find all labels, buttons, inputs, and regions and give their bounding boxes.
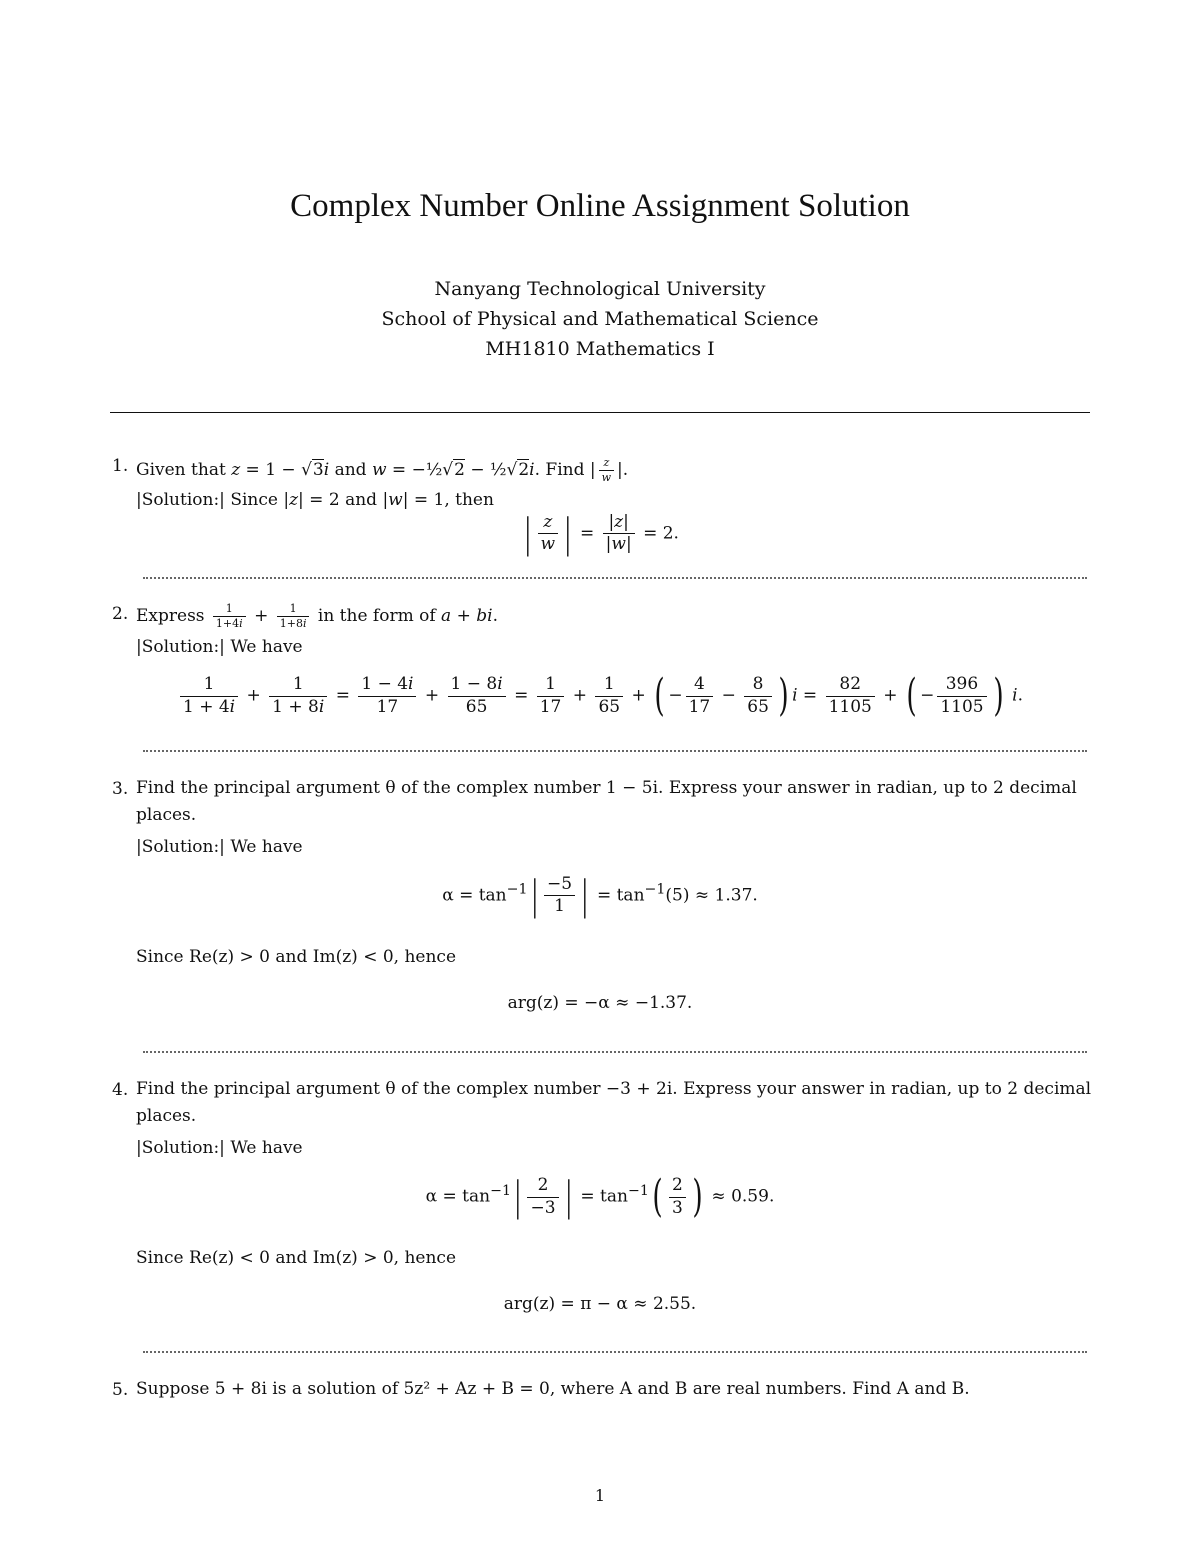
problem-1-math: z = 1 − √3i and w = −½√2 − ½√2i. Find | $\frac{z}{w}$ |.	[231, 456, 629, 484]
separator	[143, 750, 1087, 752]
school-name: School of Physical and Mathematical Science	[381, 308, 819, 330]
problem-2-equation: $\frac{1}{1 + 4i}$ + $\frac{1}{1 + 8i}$ = $\frac{1 - 4i}{17}$ + $\frac{1 - 8i}{65}$ = $\frac{1}{17}$ + $\frac{1}{65}$ + ( − $\frac{4}{17}$ − $\frac{8}{65}$ ) i = $\frac{82}{1105}$ + ( − $\frac{396}{1105}$ ) i.	[0, 674, 1200, 718]
problem-3-statement-line2: places.	[136, 805, 197, 825]
problem-1-number: 1.	[112, 456, 129, 476]
problem-4-number: 4.	[112, 1080, 129, 1100]
problem-3-number: 3.	[112, 779, 129, 799]
problem-1-equation: | $\frac{z}{w}$ | = $\frac{|z|}{|w|}$ = 2.	[524, 510, 679, 557]
problem-3-since: Since Re(z) > 0 and Im(z) < 0, hence	[136, 947, 457, 967]
problem-1-statement	[136, 456, 628, 485]
problem-3-arg-result: arg(z) = −α ≈ −1.37.	[507, 993, 693, 1013]
problem-1-prefix: Given that	[136, 459, 226, 480]
problem-1-since: Since	[230, 490, 278, 510]
solution-label: |Solution:|	[136, 490, 225, 510]
problem-4-since: Since Re(z) < 0 and Im(z) > 0, hence	[136, 1248, 457, 1268]
problem-1-then: , then	[444, 490, 494, 510]
solution-label: |Solution:|	[136, 837, 225, 857]
page-number: 1	[594, 1486, 606, 1505]
solution-label: |Solution:|	[136, 637, 225, 657]
problem-4-intro: We have	[230, 1138, 303, 1158]
problem-5-number: 5.	[112, 1380, 129, 1400]
problem-2-suffix: in the form of	[317, 605, 436, 626]
problem-4-solution-line	[136, 1139, 303, 1158]
course-name: MH1810 Mathematics I	[485, 338, 715, 360]
problem-4-arg-result: arg(z) = π − α ≈ 2.55.	[503, 1294, 697, 1314]
separator	[143, 1051, 1087, 1053]
document-title: Complex Number Online Assignment Solution	[290, 188, 910, 224]
solution-label: |Solution:|	[136, 1138, 225, 1158]
problem-2-intro: We have	[230, 637, 303, 657]
problem-2-solution-line	[136, 638, 303, 657]
problem-2-prefix: Express	[136, 605, 205, 626]
problem-4-statement-line1: Find the principal argument θ of the complex number −3 + 2i. Express your answer in radian, up to 2 decimal	[136, 1079, 1092, 1099]
problem-2-number: 2.	[112, 604, 129, 624]
problem-1-solution-line: |Solution:| Since |z| = 2 and |w| = 1, then	[136, 490, 494, 510]
institution-name: Nanyang Technological University	[434, 278, 766, 300]
problem-4-alpha-equation: $\alpha = \tan^{-1}|$ $\frac{2}{-3}$ | = $\tan^{-1}$( $\frac{2}{3}$ ) ≈ 0.59.	[425, 1171, 775, 1222]
problem-1-and: and	[345, 490, 378, 510]
problem-3-alpha-value: 1.37	[714, 885, 753, 906]
problem-4-statement-line2: places.	[136, 1106, 197, 1126]
problem-4-alpha-value: 0.59	[731, 1186, 769, 1207]
problem-3-alpha-equation: $\alpha = \tan^{-1}|$ $\frac{-5}{1}$ | = $\tan^{-1}(5) \approx 1.37$.	[442, 872, 758, 919]
header-rule	[110, 412, 1090, 413]
problem-3-intro: We have	[230, 837, 303, 857]
separator	[143, 1351, 1087, 1353]
problem-3-statement-line1: Find the principal argument θ of the complex number 1 − 5i. Express your answer in radian, up to 2 decimal	[136, 778, 1077, 798]
problem-5-statement: Suppose 5 + 8i is a solution of 5z² + Az + B = 0, where A and B are real numbers. Find A and B.	[136, 1379, 970, 1399]
separator	[143, 577, 1087, 579]
problem-3-solution-line	[136, 838, 303, 857]
problem-2-statement: Express $\frac{1}{1+4i}$ + $\frac{1}{1+8i}$ in the form of a + bi.	[136, 602, 498, 630]
